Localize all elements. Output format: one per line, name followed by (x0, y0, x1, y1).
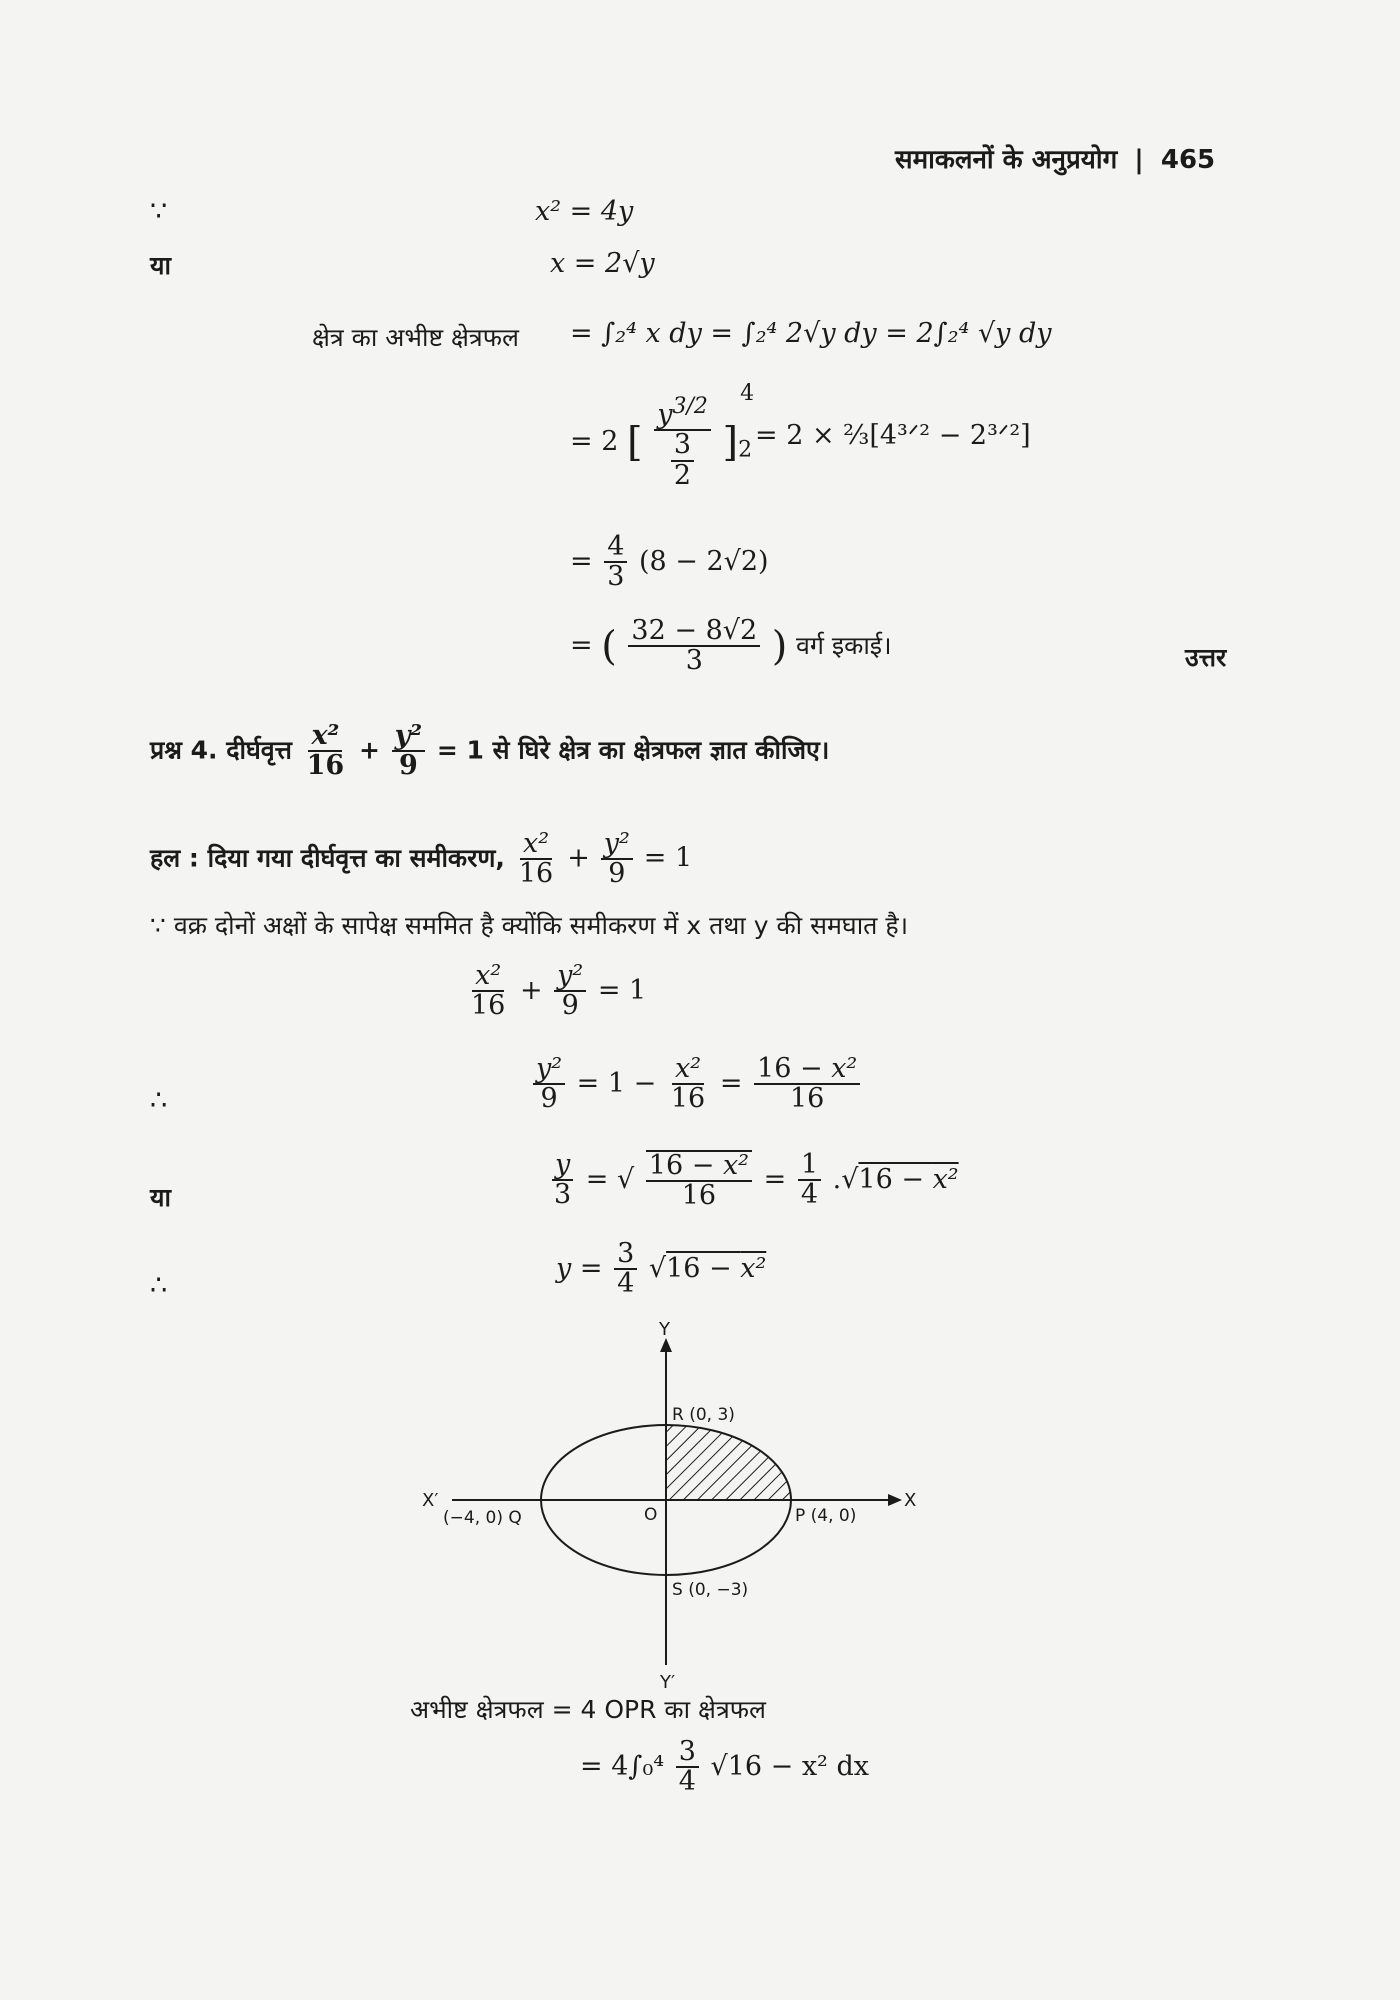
point-P-label: P (4, 0) (795, 1506, 857, 1526)
point-S-label: S (0, −3) (672, 1580, 749, 1600)
solution-intro: हल : दिया गया दीर्घवृत्त का समीकरण, $\frac{\text{x²}}{16}$ + $\frac{\text{y²}}{9}$ = 1 (150, 828, 693, 890)
question-4: प्रश्न 4. दीर्घवृत्त $\frac{\text{x²}}{16}$ + $\frac{\text{y²}}{9}$ = 1 से घिरे क्षेत्र का क्षेत्रफल ज्ञात कीजिए। (150, 720, 830, 782)
step4-expression: = ( $\frac{32 - 8√2}{3}$ ) वर्ग इकाई। (570, 615, 892, 677)
x-axis-neg-label: X′ (422, 1490, 439, 1511)
equation-x2-4y: x² = 4y (535, 196, 634, 227)
question-label: प्रश्न 4. (150, 735, 218, 765)
header-separator: | (1134, 145, 1144, 175)
step2-fraction: $\frac{y^{3/2}}{\frac{3}{2}}$ (654, 395, 711, 490)
y2-over-9-step: $\frac{\text{y²}}{9}$ = 1 − $\frac{\text{x²}}{16}$ = $\frac{\text{16 − x²}}{16}$ (530, 1055, 863, 1114)
final-integral-prefix: = 4∫₀⁴ (580, 1750, 665, 1782)
y-axis-neg-label: Y′ (660, 1672, 676, 1693)
ellipse-equation: $\frac{\text{x²}}{16}$ + $\frac{\text{y²}}{9}$ = 1 (471, 960, 647, 1022)
y-final-step: y = $\frac{3}{4}$ √16 − x² (556, 1238, 767, 1300)
y-over-3-step: $\frac{y}{3}$ = √ $\frac{\text{16 − x²}}{16}$ = $\frac{1}{4}$ .√16 − x² (548, 1150, 959, 1211)
y-axis-label: Y (659, 1320, 670, 1340)
final-line-1: अभीष्ट क्षेत्रफल = 4 OPR का क्षेत्रफल (410, 1695, 766, 1724)
question-text-b: = 1 से घिरे क्षेत्र का क्षेत्रफल ज्ञात कीजिए। (436, 735, 830, 765)
step3-expression: = $\frac{4}{3}$ (8 − 2√2) (570, 531, 769, 593)
required-area-label: क्षेत्र का अभीष्ट क्षेत्रफल (312, 323, 519, 352)
square-unit: वर्ग इकाई। (795, 630, 892, 660)
symmetry-statement: ∵ वक्र दोनों अक्षों के सापेक्ष सममित है क्योंकि समीकरण में x तथा y की समघात है। (150, 911, 909, 940)
therefore-1: ∴ (150, 1085, 168, 1116)
x-axis-label: X (904, 1490, 917, 1511)
chapter-title: समाकलनों के अनुप्रयोग (895, 145, 1118, 175)
final-integral-suffix: √16 − x² dx (710, 1750, 869, 1782)
final-line-2: = 4∫₀⁴ $\frac{3}{4}$ √16 − x² dx (580, 1736, 869, 1798)
answer-label: उत्तर (1185, 643, 1227, 672)
step4-denominator: 3 (685, 645, 703, 677)
point-Q-label: (−4, 0) Q (443, 1508, 522, 1528)
x-axis-arrow (888, 1494, 902, 1506)
equation-x-2sqrty: x = 2√y (550, 248, 655, 279)
y-axis-arrow (660, 1338, 672, 1352)
question-text-a: दीर्घवृत्त (226, 735, 292, 765)
therefore-2: ∴ (150, 1270, 168, 1301)
ya-label-2: या (150, 1183, 171, 1212)
ellipse-figure (410, 1320, 930, 1695)
area-integral: = ∫₂⁴ x dy = ∫₂⁴ 2√y dy = 2∫₂⁴ √y dy (570, 318, 1052, 349)
step2-expression: = 2 [ $\frac{y^{3/2}}{\frac{3}{2}}$ ]$_2^4$ (570, 381, 755, 491)
step3-value: (8 − 2√2) (639, 545, 769, 577)
ya-label-1: या (150, 251, 171, 280)
origin-label: O (644, 1505, 658, 1525)
step4-numerator: 32 − 8√2 (628, 617, 760, 647)
step2-right: = 2 × ⅔[4³ᐟ² − 2³ᐟ²] (755, 420, 1031, 451)
point-R-label: R (0, 3) (672, 1405, 735, 1425)
since-symbol: ∵ (150, 196, 168, 227)
running-header (895, 140, 1215, 176)
page-number: 465 (1160, 145, 1216, 175)
